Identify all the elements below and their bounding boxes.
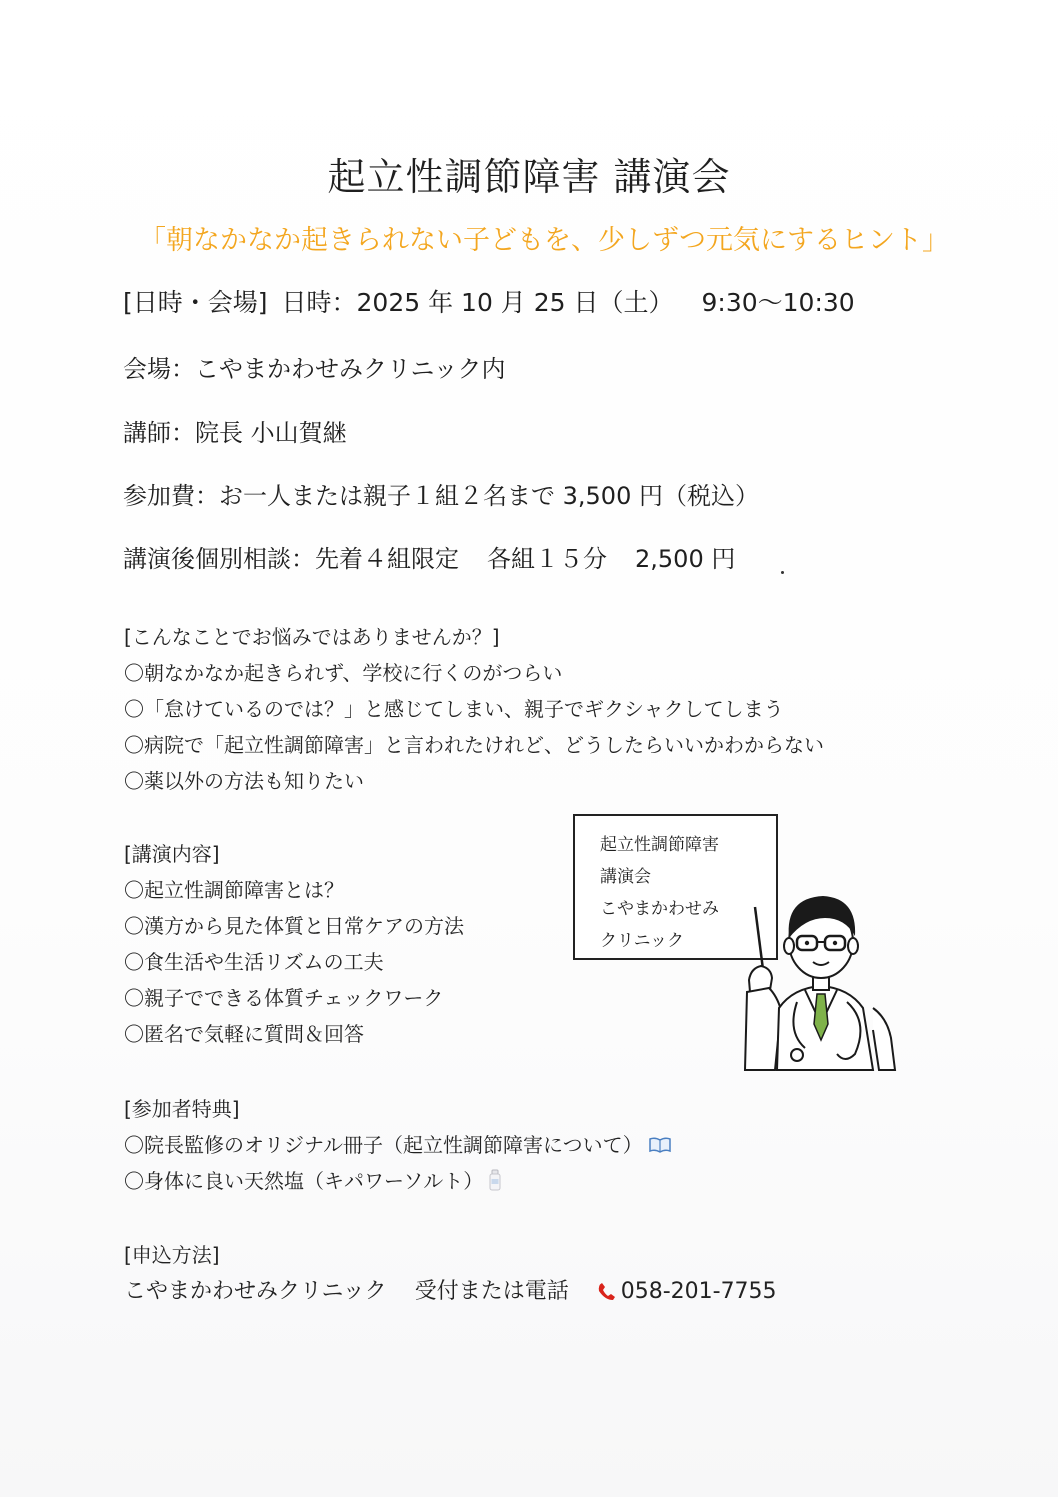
time-value: 9:30〜10:30	[701, 288, 855, 317]
doctor-illustration	[735, 880, 905, 1075]
worry-item: 〇薬以外の方法も知りたい	[124, 769, 364, 793]
worry-item: 〇朝なかなか起きられず、学校に行くのがつらい	[124, 661, 563, 685]
benefit-text: 〇身体に良い天然塩（キパワーソルト）	[124, 1169, 484, 1193]
content-item: 〇漢方から見た体質と日常ケアの方法	[124, 914, 464, 938]
board-line: 講演会	[600, 867, 651, 887]
page-title: 起立性調節障害 講演会	[327, 155, 731, 199]
contents-heading: [講演内容]	[124, 842, 220, 866]
right-ear	[848, 938, 858, 954]
fee-line: 参加費：お一人または親子１組２名まで 3,500 円（税込）	[123, 482, 759, 510]
stray-dot	[781, 571, 784, 574]
apply-line	[124, 1274, 777, 1307]
stethoscope-head	[791, 1049, 803, 1061]
apply-method: 受付または電話	[414, 1279, 569, 1304]
board-line: 起立性調節障害	[600, 835, 719, 855]
salt-bottle-icon	[489, 1169, 501, 1196]
lecturer-line: 講師：院長 小山賀継	[123, 419, 347, 447]
content-item: 〇匿名で気軽に質問＆回答	[124, 1022, 364, 1046]
left-ear	[784, 938, 794, 954]
right-arm	[873, 1008, 895, 1070]
benefit-item	[124, 1129, 671, 1159]
consultation-price: 2,500 円	[635, 545, 736, 573]
datetime-line	[123, 283, 855, 319]
clinic-name: こやまかわせみクリニック	[124, 1279, 387, 1304]
worries-heading: [こんなことでお悩みではありませんか？]	[124, 625, 500, 649]
board-line: こやまかわせみ	[600, 899, 719, 919]
subtitle: 「朝なかなか起きられない子どもを、少しずつ元気にするヒント」	[139, 225, 949, 256]
phone-icon	[597, 1281, 617, 1307]
venue-line: 会場：こやまかわせみクリニック内	[123, 355, 506, 383]
benefit-text: 〇院長監修のオリジナル冊子（起立性調節障害について）	[124, 1133, 643, 1157]
content-item: 〇食生活や生活リズムの工夫	[124, 950, 384, 974]
date-label: 日時：	[281, 288, 357, 317]
content-item: 〇起立性調節障害とは？	[124, 878, 344, 902]
datetime-label: [日時・会場]	[123, 288, 268, 317]
phone-number[interactable]: 058-201-7755	[620, 1279, 777, 1304]
raised-arm	[745, 988, 781, 1070]
left-eye	[805, 941, 809, 945]
date-value: 2025 年 10 月 25 日（土）	[356, 288, 674, 317]
board-line: クリニック	[600, 931, 684, 951]
benefits-heading: [参加者特典]	[124, 1097, 240, 1121]
worry-item: 〇病院で「起立性調節障害」と言われたけれど、どうしたらいいかわからない	[124, 733, 824, 757]
worry-item: 〇「怠けているのでは？」と感じてしまい、親子でギクシャクしてしまう	[124, 697, 784, 721]
consultation-label: 講演後個別相談：先着４組限定	[123, 545, 459, 573]
consultation-line	[123, 539, 735, 574]
consultation-per: 各組１５分	[487, 545, 607, 573]
right-eye	[833, 941, 837, 945]
benefit-item	[124, 1165, 501, 1196]
content-item: 〇親子でできる体質チェックワーク	[124, 986, 444, 1010]
apply-heading: [申込方法]	[124, 1243, 220, 1267]
book-icon	[649, 1135, 671, 1159]
